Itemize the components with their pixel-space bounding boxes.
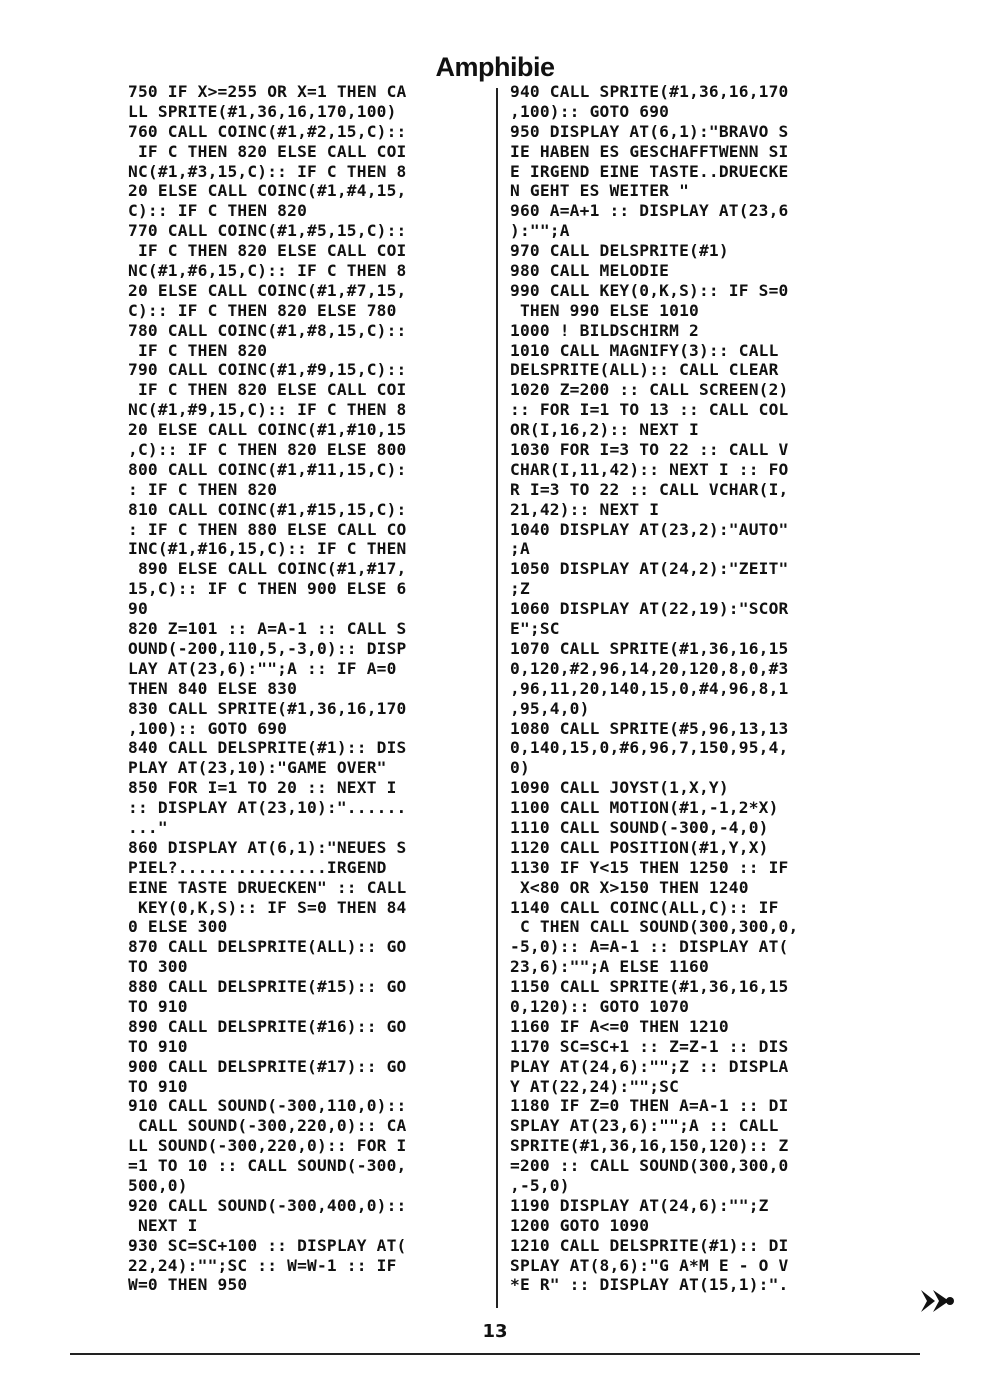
code-line: 960 A=A+1 :: DISPLAY AT(23,6 [510,201,789,221]
code-line: 1100 CALL MOTION(#1,-1,2*X) [510,798,779,818]
code-line: 880 CALL DELSPRITE(#15):: GO [128,977,407,997]
code-line: NC(#1,#6,15,C):: IF C THEN 8 [128,261,407,281]
code-line: C THEN CALL SOUND(300,300,0, [510,917,799,937]
code-line: Y AT(22,24):"";SC [510,1076,680,1096]
code-line: 910 CALL SOUND(-300,110,0):: [128,1096,407,1116]
code-line: 20 ELSE CALL COINC(#1,#10,15 [128,420,407,440]
code-line: 950 DISPLAY AT(6,1):"BRAVO S [510,121,789,141]
code-line: 1090 CALL JOYST(1,X,Y) [510,778,729,798]
code-line: IF C THEN 820 ELSE CALL COI [128,241,407,261]
code-line: : IF C THEN 820 [128,479,278,499]
code-line: 870 CALL DELSPRITE(ALL):: GO [128,937,407,957]
code-line: C):: IF C THEN 820 [128,201,308,221]
code-line: LL SOUND(-300,220,0):: FOR I [128,1136,407,1156]
code-line: 15,C):: IF C THEN 900 ELSE 6 [128,579,407,599]
code-line: TO 910 [128,996,188,1016]
code-line: 820 Z=101 :: A=A-1 :: CALL S [128,619,407,639]
code-line: 1030 FOR I=3 TO 22 :: CALL V [510,440,789,460]
code-line: 0,120):: GOTO 1070 [510,996,690,1016]
code-line: 0,120,#2,96,14,20,120,8,0,#3 [510,658,789,678]
code-line: 970 CALL DELSPRITE(#1) [510,241,729,261]
code-line: 1050 DISPLAY AT(24,2):"ZEIT" [510,559,789,579]
code-line: KEY(0,K,S):: IF S=0 THEN 84 [128,897,407,917]
code-line: NEXT I [128,1215,198,1235]
code-line: TO 300 [128,957,188,977]
code-line: SPLAY AT(23,6):"";A :: CALL [510,1116,779,1136]
code-line: CALL SOUND(-300,220,0):: CA [128,1116,407,1136]
code-line: 890 CALL DELSPRITE(#16):: GO [128,1016,407,1036]
code-line: ):"";A [510,221,570,241]
code-line: THEN 840 ELSE 830 [128,678,298,698]
code-line: 930 SC=SC+100 :: DISPLAY AT( [128,1235,407,1255]
code-line: 1150 CALL SPRITE(#1,36,16,15 [510,977,789,997]
code-line: 830 CALL SPRITE(#1,36,16,170 [128,698,407,718]
code-line: ,100):: GOTO 690 [510,101,670,121]
code-line: LL SPRITE(#1,36,16,170,100) [128,101,397,121]
code-line: THEN 990 ELSE 1010 [510,300,699,320]
code-line: X<80 OR X>150 THEN 1240 [510,877,749,897]
code-line: : IF C THEN 880 ELSE CALL CO [128,519,407,539]
code-line: SPRITE(#1,36,16,150,120):: Z [510,1136,789,1156]
code-line: NC(#1,#9,15,C):: IF C THEN 8 [128,400,407,420]
code-line: 1190 DISPLAY AT(24,6):"";Z [510,1195,769,1215]
code-line: 1110 CALL SOUND(-300,-4,0) [510,817,769,837]
code-line: 1200 GOTO 1090 [510,1215,650,1235]
code-line: TO 910 [128,1076,188,1096]
page-number: 13 [482,1321,508,1342]
code-line: 750 IF X>=255 OR X=1 THEN CA [128,82,407,101]
code-line: 900 CALL DELSPRITE(#17):: GO [128,1056,407,1076]
code-line: 980 CALL MELODIE [510,261,670,281]
code-line: 1070 CALL SPRITE(#1,36,16,15 [510,638,789,658]
code-line: 920 CALL SOUND(-300,400,0):: [128,1195,407,1215]
code-line: =1 TO 10 :: CALL SOUND(-300, [128,1156,407,1176]
code-line: 1120 CALL POSITION(#1,Y,X) [510,837,769,857]
code-line: 840 CALL DELSPRITE(#1):: DIS [128,738,407,758]
code-line: 990 CALL KEY(0,K,S):: IF S=0 [510,280,789,300]
code-line: 0) [510,758,530,778]
code-line: TO 910 [128,1036,188,1056]
code-line: W=0 THEN 950 [128,1275,248,1295]
code-line: ,-5,0) [510,1175,570,1195]
code-line: INC(#1,#16,15,C):: IF C THEN [128,539,407,559]
code-line: 1170 SC=SC+1 :: Z=Z-1 :: DIS [510,1036,789,1056]
code-line: PIEL?...............IRGEND [128,857,387,877]
footer-rule [70,1353,920,1355]
code-line: 90 [128,599,148,619]
column-divider [496,88,498,1308]
code-line: R I=3 TO 22 :: CALL VCHAR(I, [510,479,789,499]
code-line: :: FOR I=1 TO 13 :: CALL COL [510,400,789,420]
code-line: EINE TASTE DRUECKEN" :: CALL [128,877,407,897]
code-line: SPLAY AT(8,6):"G A*M E - O V [510,1255,789,1275]
code-line: 810 CALL COINC(#1,#15,15,C): [128,499,407,519]
code-line: 1130 IF Y<15 THEN 1250 :: IF [510,857,789,877]
code-line: 860 DISPLAY AT(6,1):"NEUES S [128,837,407,857]
code-line: 770 CALL COINC(#1,#5,15,C):: [128,221,407,241]
code-line: 850 FOR I=1 TO 20 :: NEXT I [128,778,397,798]
code-line: ;Z [510,579,530,599]
code-line: OUND(-200,110,5,-3,0):: DISP [128,638,407,658]
code-line: 1160 IF A<=0 THEN 1210 [510,1016,729,1036]
code-line: PLAY AT(23,10):"GAME OVER" [128,758,387,778]
code-line: IF C THEN 820 ELSE CALL COI [128,380,407,400]
code-line: 1000 ! BILDSCHIRM 2 [510,320,699,340]
code-line: CHAR(I,11,42):: NEXT I :: FO [510,459,789,479]
page-title: Amphibie [435,52,555,82]
code-line: :: DISPLAY AT(23,10):"...... [128,798,407,818]
code-line: 20 ELSE CALL COINC(#1,#4,15, [128,181,407,201]
code-line: C):: IF C THEN 820 ELSE 780 [128,300,397,320]
code-line: 22,24):"";SC :: W=W-1 :: IF [128,1255,397,1275]
code-line: NC(#1,#3,15,C):: IF C THEN 8 [128,161,407,181]
code-line: 800 CALL COINC(#1,#11,15,C): [128,459,407,479]
code-line: IE HABEN ES GESCHAFFTWENN SI [510,141,789,161]
code-line: 760 CALL COINC(#1,#2,15,C):: [128,121,407,141]
code-line: 1140 CALL COINC(ALL,C):: IF [510,897,779,917]
code-line: 1060 DISPLAY AT(22,19):"SCOR [510,599,789,619]
code-line: IF C THEN 820 ELSE CALL COI [128,141,407,161]
code-line: ,100):: GOTO 690 [128,718,288,738]
code-line: ,C):: IF C THEN 820 ELSE 800 [128,440,407,460]
code-line: 1010 CALL MAGNIFY(3):: CALL [510,340,779,360]
code-line: LAY AT(23,6):"";A :: IF A=0 [128,658,397,678]
code-line: 940 CALL SPRITE(#1,36,16,170 [510,82,789,101]
code-line: 500,0) [128,1175,188,1195]
code-line: 780 CALL COINC(#1,#8,15,C):: [128,320,407,340]
code-line: -5,0):: A=A-1 :: DISPLAY AT( [510,937,789,957]
code-line: E IRGEND EINE TASTE..DRUECKE [510,161,789,181]
code-line: 1080 CALL SPRITE(#5,96,13,13 [510,718,789,738]
code-line: PLAY AT(24,6):"";Z :: DISPLA [510,1056,789,1076]
code-line: ..." [128,817,168,837]
code-line: 1210 CALL DELSPRITE(#1):: DI [510,1235,789,1255]
code-line: 21,42):: NEXT I [510,499,660,519]
code-line: =200 :: CALL SOUND(300,300,0 [510,1156,789,1176]
code-line: ,96,11,20,140,15,0,#4,96,8,1 [510,678,789,698]
code-line: 0 ELSE 300 [128,917,228,937]
code-line: *E R" :: DISPLAY AT(15,1):". [510,1275,789,1295]
code-line: 0,140,15,0,#6,96,7,150,95,4, [510,738,789,758]
code-line: 1180 IF Z=0 THEN A=A-1 :: DI [510,1096,789,1116]
code-line: 23,6):"";A ELSE 1160 [510,957,709,977]
code-line: N GEHT ES WEITER " [510,181,690,201]
code-line: E";SC [510,619,560,639]
listing-column-left [128,82,488,1295]
listing-column-right [510,82,870,1295]
double-arrow-right-icon [919,1288,955,1314]
code-line: DELSPRITE(ALL):: CALL CLEAR [510,360,779,380]
code-line: 1040 DISPLAY AT(23,2):"AUTO" [510,519,789,539]
code-line: ,95,4,0) [510,698,590,718]
code-line: ;A [510,539,530,559]
code-line: OR(I,16,2):: NEXT I [510,420,699,440]
code-line: 20 ELSE CALL COINC(#1,#7,15, [128,280,407,300]
code-line: 890 ELSE CALL COINC(#1,#17, [128,559,407,579]
code-line: 1020 Z=200 :: CALL SCREEN(2) [510,380,789,400]
code-line: IF C THEN 820 [128,340,268,360]
code-line: 790 CALL COINC(#1,#9,15,C):: [128,360,407,380]
